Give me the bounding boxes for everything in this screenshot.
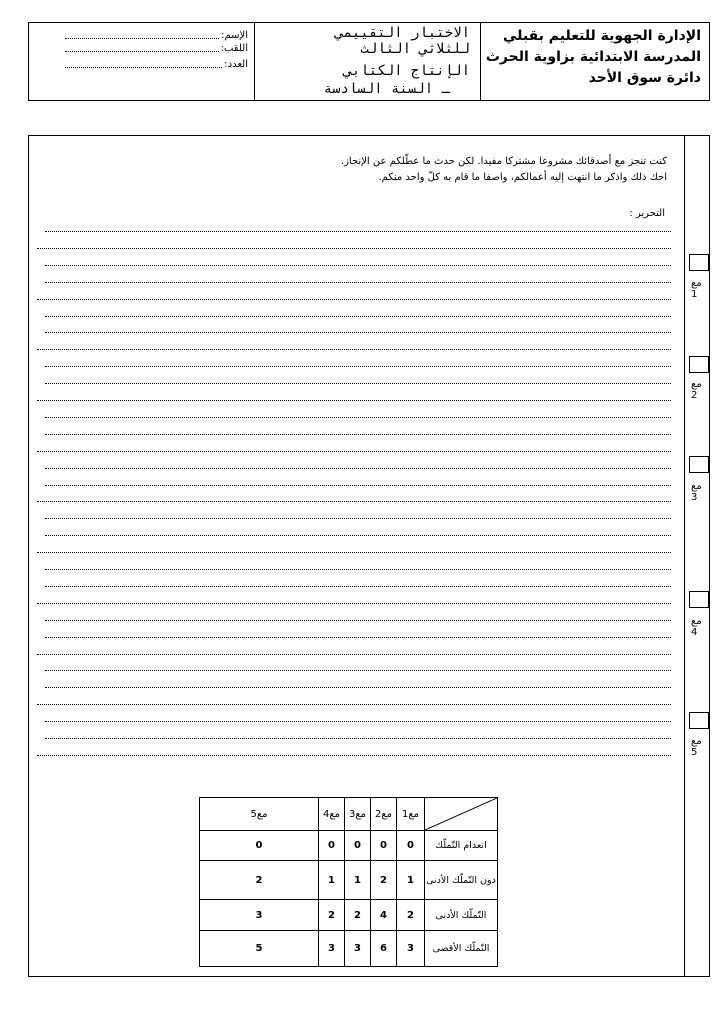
- writing-line[interactable]: [45, 620, 671, 621]
- writing-line[interactable]: [45, 468, 671, 469]
- criterion-3-score-box[interactable]: [689, 456, 709, 473]
- grading-table: [199, 797, 498, 967]
- score-field[interactable]: العدد:: [65, 58, 248, 72]
- writing-line[interactable]: [45, 670, 671, 671]
- criterion-4-label: مع 4: [691, 616, 702, 638]
- writing-line[interactable]: [45, 282, 671, 283]
- student-info-box: [29, 23, 255, 100]
- criterion-4-score-box[interactable]: [689, 591, 709, 608]
- writing-line[interactable]: [37, 400, 671, 401]
- writing-line[interactable]: [37, 654, 671, 655]
- writing-line[interactable]: [45, 332, 671, 333]
- table-header-cell: مع1: [397, 798, 425, 831]
- exam-title-box: [255, 23, 481, 100]
- criterion-3-label: مع 3: [691, 481, 702, 503]
- name-field[interactable]: الإسم:: [65, 29, 248, 43]
- writing-line[interactable]: [45, 417, 671, 418]
- criterion-5-label: مع 5: [691, 736, 702, 758]
- writing-line[interactable]: [45, 586, 671, 587]
- exam-title-line-3: الإنتاج الكتابي: [343, 63, 470, 79]
- writing-line[interactable]: [45, 485, 671, 486]
- writing-line[interactable]: [45, 434, 671, 435]
- writing-line[interactable]: [37, 501, 671, 502]
- writing-line[interactable]: [45, 637, 671, 638]
- prompt-line-1: كنت تنجز مع أصدقائك مشروعا مشتركا مفيدا. لكن حدث ما عطّلكم عن الإنجاز.: [340, 156, 667, 167]
- writing-line[interactable]: [37, 603, 671, 604]
- writing-line[interactable]: [45, 569, 671, 570]
- writing-label: التحرير :: [629, 208, 665, 219]
- criteria-margin: [684, 136, 711, 976]
- writing-line[interactable]: [45, 316, 671, 317]
- institution-line-1: الإدارة الجهوية للتعليم بقبلي: [503, 28, 701, 44]
- table-header-cell: مع4: [319, 798, 345, 831]
- table-header-cell: مع3: [345, 798, 371, 831]
- writing-line[interactable]: [37, 248, 671, 249]
- criterion-1-label: مع 1: [691, 278, 702, 300]
- writing-line[interactable]: [45, 383, 671, 384]
- exam-header: [28, 22, 710, 101]
- criterion-1-score-box[interactable]: [689, 254, 709, 271]
- exam-title-line-2: للثلاثي الثالث: [360, 41, 470, 57]
- writing-line[interactable]: [45, 535, 671, 536]
- exam-title-line-1: الاختبار التقييمي: [335, 25, 470, 41]
- writing-line[interactable]: [37, 704, 671, 705]
- exam-title-line-4: ـ السنة السادسة: [323, 81, 450, 97]
- table-corner-cell: [425, 798, 498, 831]
- criterion-2-label: مع 2: [691, 379, 702, 401]
- writing-line[interactable]: [45, 518, 671, 519]
- writing-line[interactable]: [45, 265, 671, 266]
- table-row: التّملّك الأقصى 3 6 3 3 5: [200, 931, 498, 967]
- institution-box: [481, 23, 709, 100]
- table-header-cell: مع2: [371, 798, 397, 831]
- table-row: التّملّك الأدنى 2 4 2 2 3: [200, 900, 498, 931]
- writing-line[interactable]: [37, 349, 671, 350]
- writing-line[interactable]: [45, 231, 671, 232]
- criterion-5-score-box[interactable]: [689, 712, 709, 729]
- institution-line-2: المدرسة الابتدائية بزاوية الحرث: [485, 49, 701, 65]
- table-row: انعدام التّملّك 0 0 0 0 0: [200, 831, 498, 861]
- writing-line[interactable]: [45, 366, 671, 367]
- writing-line[interactable]: [37, 755, 671, 756]
- writing-line[interactable]: [45, 721, 671, 722]
- institution-line-3: دائرة سوق الأحد: [588, 70, 701, 86]
- writing-line[interactable]: [37, 552, 671, 553]
- prompt-line-2: احك ذلك واذكر ما انتهت إليه أعمالكم، واصفا ما قام به كلّ واحد منكم.: [378, 172, 667, 183]
- writing-line[interactable]: [37, 451, 671, 452]
- writing-line[interactable]: [45, 738, 671, 739]
- writing-line[interactable]: [45, 687, 671, 688]
- writing-line[interactable]: [37, 299, 671, 300]
- table-header-cell: مع5: [200, 798, 319, 831]
- surname-field[interactable]: اللقب:: [65, 42, 248, 56]
- diagonal-line-icon: [425, 798, 497, 830]
- criterion-2-score-box[interactable]: [689, 356, 709, 373]
- table-row: دون التّملّك الأدنى 1 2 1 1 2: [200, 861, 498, 900]
